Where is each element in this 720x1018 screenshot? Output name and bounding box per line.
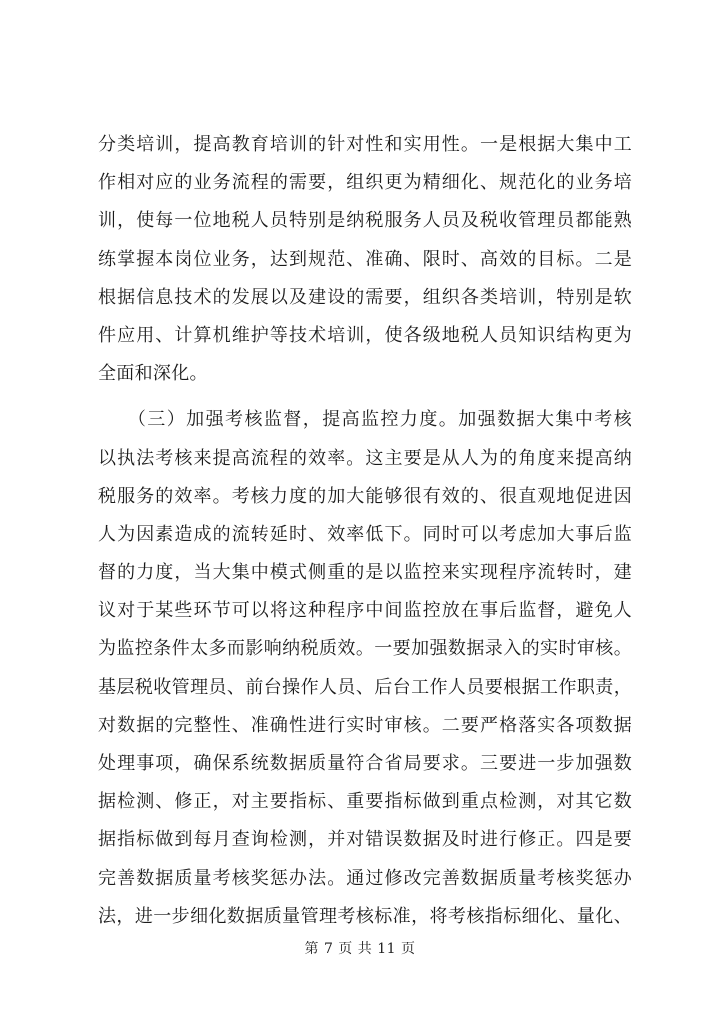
paragraph-2-line: 法，进一步细化数据质量管理考核标准，将考核指标细化、量化、 — [98, 905, 632, 927]
paragraph-2-line: 基层税收管理员、前台操作人员、后台工作人员要根据工作职责， — [98, 676, 632, 698]
paragraph-2-line: 税服务的效率。考核力度的加大能够很有效的、很直观地促进因 — [98, 485, 632, 507]
paragraph-2-line: （三）加强考核监督，提高监控力度。加强数据大集中考核 — [98, 409, 632, 431]
paragraph-2-line: 人为因素造成的流转延时、效率低下。同时可以考虑加大事后监 — [98, 523, 632, 545]
paragraph-spacer — [98, 393, 632, 401]
paragraph-2-line: 督的力度，当大集中模式侧重的是以监控来实现程序流转时，建 — [98, 562, 632, 584]
paragraph-2-line: 为监控条件太多而影响纳税质效。一要加强数据录入的实时审核。 — [98, 638, 632, 660]
paragraph-1-line: 根据信息技术的发展以及建设的需要，组织各类培训，特别是软 — [98, 286, 632, 308]
paragraph-2-line: 据指标做到每月查询检测，并对错误数据及时进行修正。四是要 — [98, 829, 632, 851]
paragraph-2-line: 据检测、修正，对主要指标、重要指标做到重点检测，对其它数 — [98, 791, 632, 813]
paragraph-2-line: 以执法考核来提高流程的效率。这主要是从人为的角度来提高纳 — [98, 447, 632, 469]
paragraph-2-line: 议对于某些环节可以将这种程序中间监控放在事后监督，避免人 — [98, 600, 632, 622]
paragraph-1-line: 作相对应的业务流程的需要，组织更为精细化、规范化的业务培 — [98, 172, 632, 194]
paragraph-1-line: 件应用、计算机维护等技术培训，使各级地税人员知识结构更为 — [98, 324, 632, 346]
document-body — [98, 126, 632, 936]
paragraph-1-line: 全面和深化。 — [98, 363, 208, 385]
paragraph-2-line: 对数据的完整性、准确性进行实时审核。二要严格落实各项数据 — [98, 714, 632, 736]
paragraph-1-line: 训，使每一位地税人员特别是纳税服务人员及税收管理员都能熟 — [98, 210, 632, 232]
paragraph-2-line: 处理事项，确保系统数据质量符合省局要求。三要进一步加强数 — [98, 753, 632, 774]
paragraph-2-line: 完善数据质量考核奖惩办法。通过修改完善数据质量考核奖惩办 — [98, 867, 632, 889]
page-number-footer: 第 7 页 共 11 页 — [304, 941, 416, 957]
paragraph-1-line: 练掌握本岗位业务，达到规范、准确、限时、高效的目标。二是 — [98, 248, 632, 270]
paragraph-1-line: 分类培训，提高教育培训的针对性和实用性。一是根据大集中工 — [98, 134, 632, 155]
